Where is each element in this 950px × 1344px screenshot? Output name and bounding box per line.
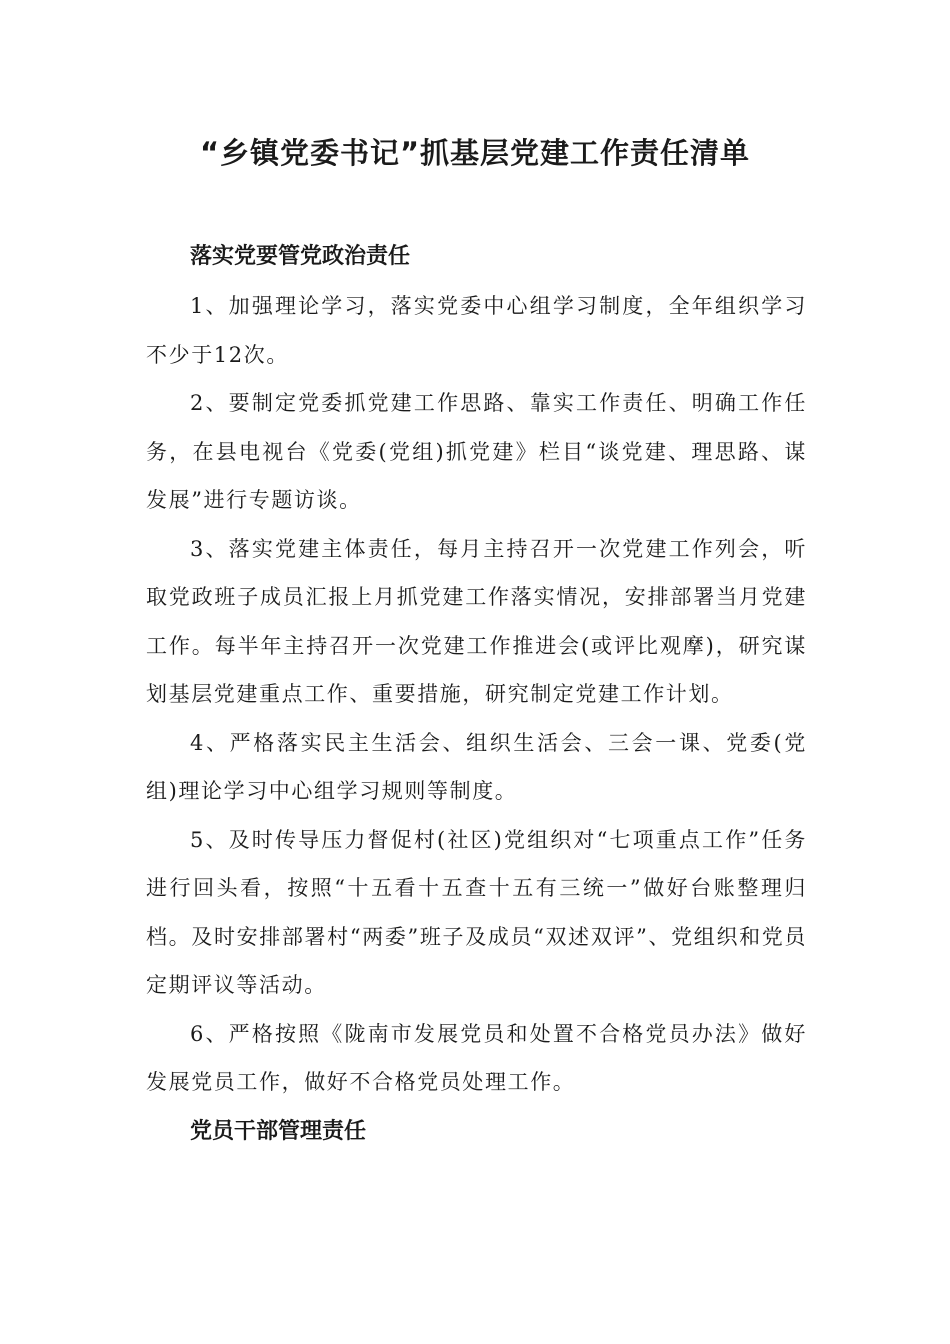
list-item: 4、严格落实民主生活会、组织生活会、三会一课、党委(党组)理论学习中心组学习规则等制度。 bbox=[146, 730, 807, 803]
document-title: “乡镇党委书记”抓基层党建工作责任清单 bbox=[199, 136, 751, 170]
list-item: 1、加强理论学习，落实党委中心组学习制度，全年组织学习不少于12次。 bbox=[146, 294, 807, 367]
document-body bbox=[146, 232, 807, 1157]
list-item: 6、严格按照《陇南市发展党员和处置不合格党员办法》做好发展党员工作，做好不合格党员处理工作。 bbox=[146, 1021, 807, 1094]
section-heading: 党员干部管理责任 bbox=[190, 1118, 367, 1144]
list-item: 5、及时传导压力督促村(社区)党组织对“七项重点工作”任务进行回头看，按照“十五看十五查十五有三统一”做好台账整理归档。及时安排部署村“两委”班子及成员“双述双评”、党组织和党员定期评议等活动。 bbox=[146, 827, 807, 997]
list-item: 3、落实党建主体责任，每月主持召开一次党建工作列会，听取党政班子成员汇报上月抓党建工作落实情况，安排部署当月党建工作。每半年主持召开一次党建工作推进会(或评比观摩)，研究谋划基层党建重点工作、重要措施，研究制定党建工作计划。 bbox=[146, 536, 807, 706]
section-heading: 落实党要管党政治责任 bbox=[190, 244, 411, 269]
list-item: 2、要制定党委抓党建工作思路、靠实工作责任、明确工作任务，在县电视台《党委(党组)抓党建》栏目“谈党建、理思路、谋发展”进行专题访谈。 bbox=[146, 391, 807, 512]
